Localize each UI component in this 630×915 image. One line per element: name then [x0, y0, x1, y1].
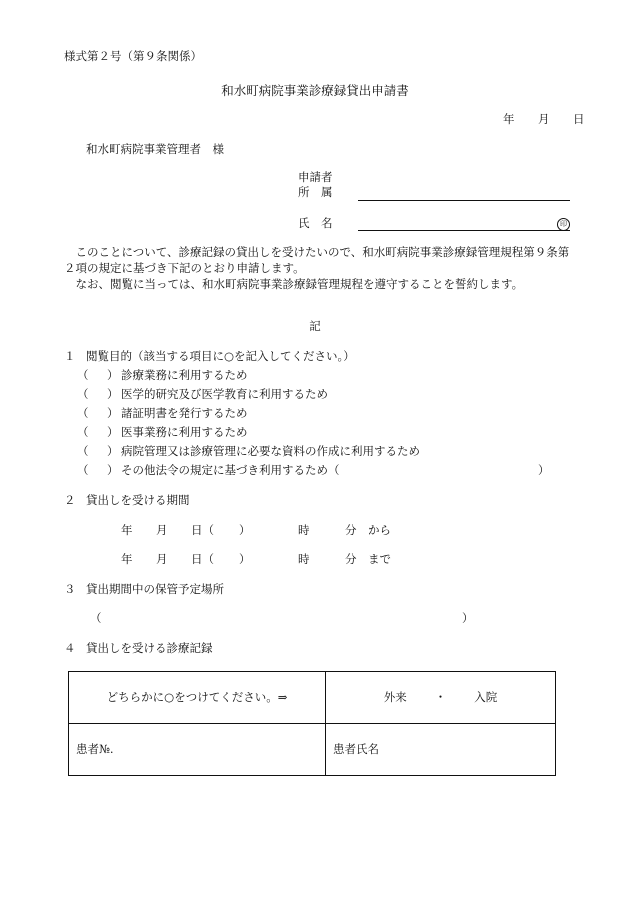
period-to-year: 年 — [121, 552, 133, 566]
patient-name-cell[interactable] — [326, 724, 556, 776]
name-label: 氏 名 — [298, 216, 333, 230]
period-to-day: 日（ — [191, 552, 214, 566]
period-from-year: 年 — [121, 523, 133, 537]
period-to-month: 月 — [156, 552, 168, 566]
section2-number: ２ — [64, 493, 76, 507]
period-from-paren-close: ） — [239, 523, 251, 537]
outpatient-option[interactable]: 外来 — [383, 689, 407, 704]
patient-number-label: 患者№. — [76, 741, 114, 756]
option-5-open[interactable]: （ — [77, 444, 89, 458]
period-to-minute: 分 — [345, 552, 357, 566]
option-3-close: ） — [107, 406, 119, 420]
storage-location-open[interactable]: （ — [90, 611, 102, 625]
period-to-hour: 時 — [298, 552, 310, 566]
section4-number: ４ — [64, 641, 76, 655]
option-5-label: 病院管理又は診療管理に必要な資料の作成に利用するため — [121, 444, 420, 458]
option-2-open[interactable]: （ — [77, 387, 89, 401]
option-3-label: 諸証明書を発行するため — [121, 406, 248, 420]
option-5-close: ） — [107, 444, 119, 458]
date-month-label: 月 — [538, 112, 550, 126]
option-1-open[interactable]: （ — [77, 368, 89, 382]
applicant-heading: 申請者 — [298, 170, 333, 184]
option-4-label: 医事業務に利用するため — [121, 425, 248, 439]
section2-title: 貸出しを受ける期間 — [86, 493, 190, 507]
period-from-suffix: から — [368, 523, 391, 537]
body-line-2: ２項の規定に基づき下記のとおり申請します。 — [64, 261, 305, 275]
option-2-close: ） — [107, 387, 119, 401]
option-6-tail: ） — [538, 463, 550, 477]
option-2-label: 医学的研究及び医学教育に利用するため — [121, 387, 328, 401]
patient-number-cell[interactable] — [69, 724, 326, 776]
period-from-minute: 分 — [345, 523, 357, 537]
body-line-3: なお、閲覧に当っては、和水町病院事業診療録管理規程を遵守することを誓約します。 — [75, 277, 524, 291]
option-6-label: その他法令の規定に基づき利用するため（ — [121, 463, 340, 477]
option-1-close: ） — [107, 368, 119, 382]
inpatient-option[interactable]: 入院 — [474, 689, 498, 704]
name-field[interactable] — [358, 230, 570, 231]
separator-dot: ・ — [434, 689, 447, 704]
section1-title: 閲覧目的（該当する項目に○を記入してください。） — [86, 349, 355, 363]
period-from-day: 日（ — [191, 523, 214, 537]
section3-number: ３ — [64, 582, 76, 596]
period-from-hour: 時 — [298, 523, 310, 537]
storage-location-close: ） — [462, 611, 474, 625]
section1-number: １ — [64, 349, 76, 363]
document-title: 和水町病院事業診療録貸出申請書 — [221, 83, 409, 98]
patient-name-label: 患者氏名 — [333, 741, 379, 756]
record-type-instruction: どちらかに○をつけてください。⇒ — [69, 672, 326, 724]
form-number: 様式第２号（第９条関係） — [64, 49, 202, 63]
date-day-label: 日 — [573, 112, 585, 126]
option-6-close: ） — [107, 463, 119, 477]
section3-title: 貸出期間中の保管予定場所 — [86, 582, 224, 596]
option-4-open[interactable]: （ — [77, 425, 89, 439]
period-to-suffix: まで — [368, 552, 391, 566]
option-1-label: 診療業務に利用するため — [121, 368, 248, 382]
option-3-open[interactable]: （ — [77, 406, 89, 420]
ki-heading: 記 — [309, 319, 321, 333]
option-6-open[interactable]: （ — [77, 463, 89, 477]
period-from-month: 月 — [156, 523, 168, 537]
body-line-1: このことについて、診療記録の貸出しを受けたいので、和水町病院事業診療録管理規程第９条第 — [75, 245, 570, 259]
option-4-close: ） — [107, 425, 119, 439]
record-type-choice — [326, 672, 556, 724]
period-to-paren-close: ） — [239, 552, 251, 566]
medical-record-table — [68, 671, 556, 776]
affiliation-field[interactable] — [358, 200, 570, 201]
date-year-label: 年 — [503, 112, 515, 126]
addressee: 和水町病院事業管理者 様 — [86, 142, 224, 156]
section4-title: 貸出しを受ける診療記録 — [86, 641, 213, 655]
affiliation-label: 所 属 — [298, 185, 333, 199]
seal-mark: 印 — [557, 218, 570, 231]
